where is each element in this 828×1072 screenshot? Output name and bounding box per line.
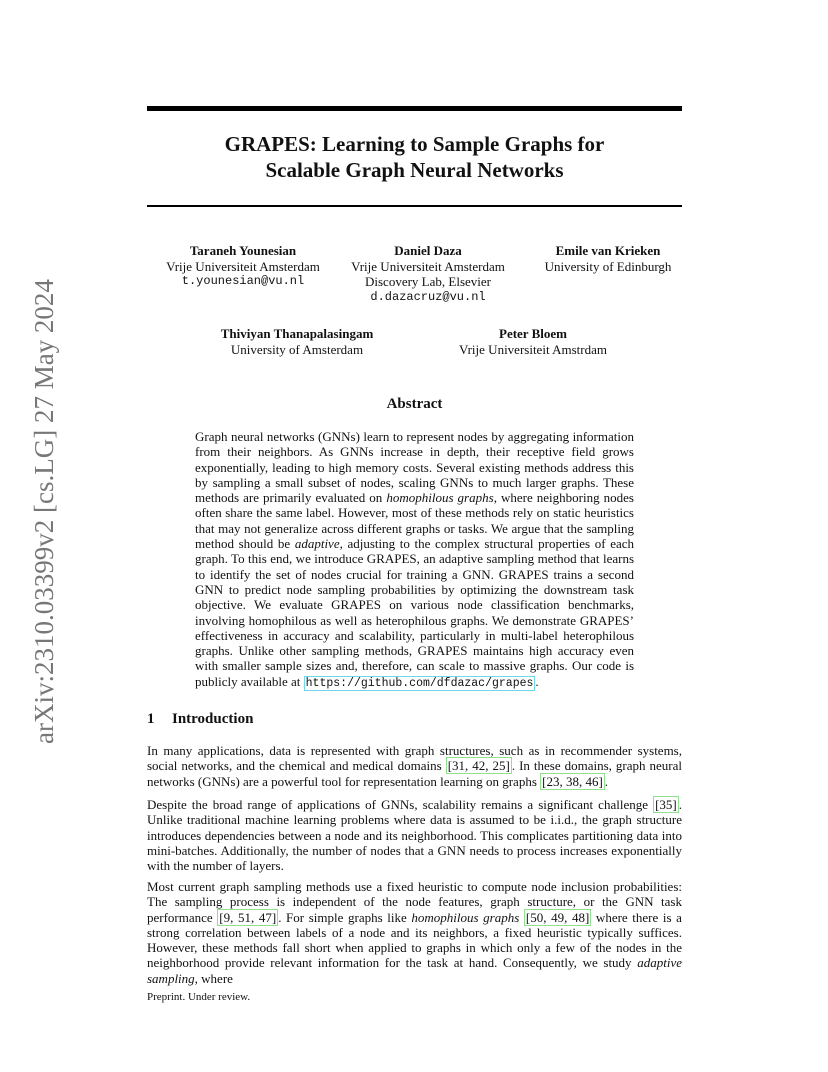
citation-link[interactable]: [23, 38, 46] <box>542 773 603 789</box>
section-number: 1 <box>147 711 155 727</box>
author-name: Thiviyan Thanapalasingam <box>220 326 374 341</box>
title-top-rule <box>147 106 682 111</box>
author-name: Taraneh Younesian <box>189 243 297 258</box>
author-email: t.younesian@vu.nl <box>181 274 305 288</box>
intro-paragraph-3: Most current graph sampling methods use a fixed heuristic to compute node inclusion probabilities: The sampling process is independent of the node features, graph structure, or the GNN task performance [9, 51, 47] . For simple graphs like homophilous graphs [50, 49, 48] where there is a strong correlation between labels of a node and its neighbors, a fixed heuristic typically suffices. However, these methods fall short when applied to graphs in which only a few of the nodes in the neighborhood provide relevant information for the task at hand. Consequently, we study adaptive sampling, where <box>147 879 682 986</box>
footer-note: Preprint. Under review. <box>147 991 251 1003</box>
abstract-text: Graph neural networks (GNNs) learn to represent nodes by aggregating information from their neighbors. As GNNs increase in depth, their receptive field grows exponentially, leading to high memory costs. Several existing methods address this by sampling a small subset of nodes, scaling GNNs to much larger graphs. These methods are primarily evaluated on homophilous graphs, where neighboring nodes often share the same label. However, most of these methods rely on static heuristics that may not generalize across different graphs or tasks. We argue that the sampling method should be adaptive, adjusting to the complex structural properties of each graph. To this end, we introduce GRAPES, an adaptive sampling method that learns to identify the set of nodes crucial for training a GNN. GRAPES trains a second GNN to predict node sampling probabilities by optimizing the downstream task objective. We evaluate GRAPES on various node classification benchmarks, involving homophilous as well as heterophilous graphs. We demonstrate GRAPES’ effectiveness in accuracy and scalability, particularly in multi-label heterophilous graphs. Unlike other sampling methods, GRAPES maintains high accuracy even with smaller sample sizes and, therefore, can scale to massive graphs. Our code is publicly available at https://github.com/dfdazac/grapes . <box>195 429 635 690</box>
abstract-heading: Abstract <box>386 396 443 412</box>
author-block <box>343 243 513 305</box>
citation-link[interactable]: [31, 42, 25] <box>447 758 510 774</box>
section-title: Introduction <box>172 711 254 727</box>
citation-link[interactable]: [9, 51, 47] <box>219 909 277 925</box>
author-name: Emile van Krieken <box>555 243 661 258</box>
intro-paragraph-1: In many applications, data is represented with graph structures, such as in recommender systems, social networks, and the chemical and medical domains [31, 42, 25] . In these domains, graph neural networks (GNNs) are a powerful tool for representation learning on graphs [23, 38, 46] . <box>147 743 682 789</box>
title-line-1: GRAPES: Learning to Sample Graphs for <box>224 132 605 156</box>
author-email: d.dazacruz@vu.nl <box>370 289 486 304</box>
citation-link[interactable]: [50, 49, 48] <box>525 909 590 925</box>
citation-link[interactable]: [35] <box>655 797 677 812</box>
author-affiliation: Vrije Universiteit Amstrdam <box>459 341 607 357</box>
title-line-2: Scalable Graph Neural Networks <box>265 158 564 182</box>
intro-paragraph-2: Despite the broad range of applications of GNNs, scalability remains a significant challenge [35] . Unlike traditional machine learning problems where data is assumed to be i.i.d., the graph structure introduces dependencies between a node and its neighborhood. This complicates partitioning data into mini-batches. Additionally, the number of nodes that a GNN needs to process increases exponentially with the number of layers. <box>147 797 682 874</box>
title-bottom-rule <box>147 205 682 207</box>
author-affiliation: University of Edinburgh <box>544 258 672 274</box>
author-affiliation: University of Amsterdam <box>230 341 364 357</box>
arxiv-identifier: arXiv:2310.03399v2 [cs.LG] 27 May 2024 <box>29 279 59 744</box>
author-name: Peter Bloem <box>499 326 567 341</box>
author-block <box>523 243 693 274</box>
section-heading <box>147 711 253 728</box>
author-name: Daniel Daza <box>394 243 462 258</box>
paper-title <box>147 131 682 183</box>
author-affiliation: Vrije Universiteit Amsterdam <box>351 258 505 274</box>
author-affiliation: Discovery Lab, Elsevier <box>365 274 491 289</box>
code-link[interactable]: https://github.com/dfdazac/grapes <box>305 676 534 690</box>
author-affiliation: Vrije Universiteit Amsterdam <box>166 258 320 274</box>
author-block <box>202 326 392 357</box>
author-block <box>438 326 628 357</box>
author-block <box>158 243 328 290</box>
